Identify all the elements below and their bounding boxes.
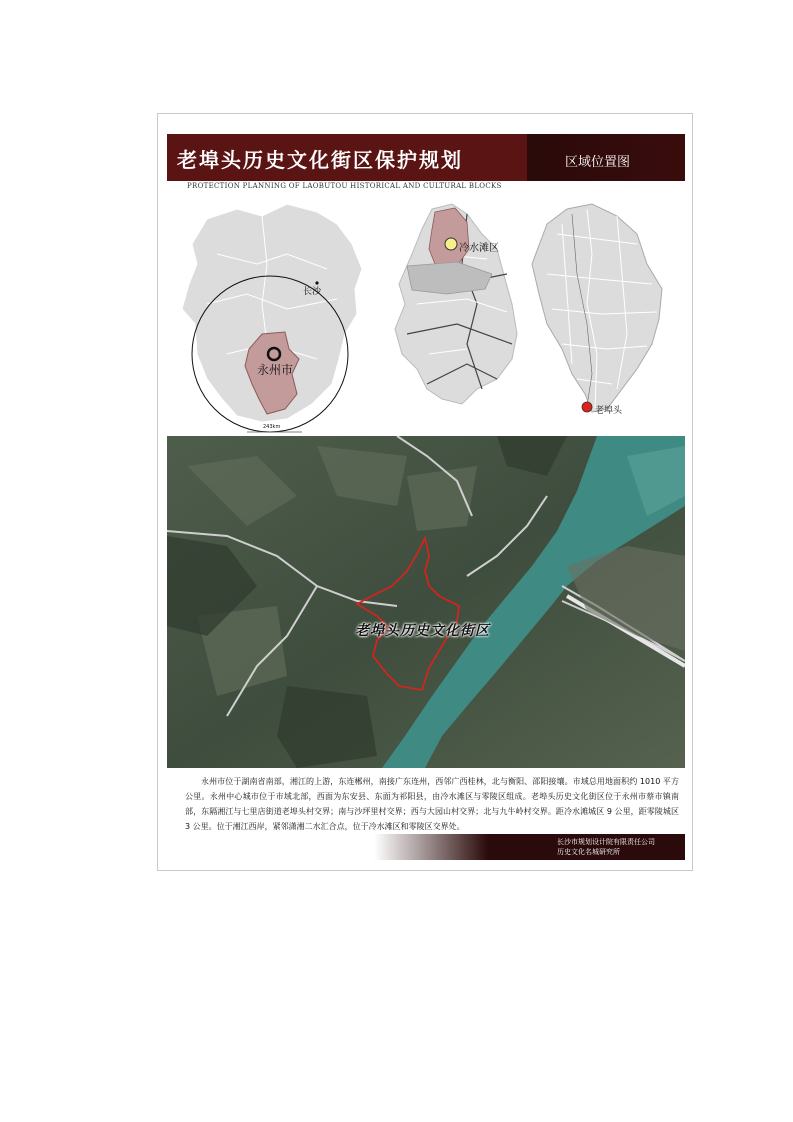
plan-board — [167, 134, 685, 860]
lengshuitan-label: 冷水滩区 — [459, 243, 499, 254]
description-text: 永州市位于湖南省南部，湘江的上游，东连郴州，南接广东连州，西邻广西桂林，北与衡阳、邵阳接壤。市域总用地面积约 1010 平方公里。永州中心城市位于市域北部，西面为东安县、东面为祁阳县，由冷水滩区与零陵区组成。老埠头历史文化街区位于永州市蔡市镇南部，东隔湘江与七里店街道老埠头村交界；南与沙坪里村交界；西与大园山村交界；北与九牛岭村交界。距冷水滩城区 9 公里，距零陵城区 3 公里。位于湘江西岸，紧邻潇湘二水汇合点，位于冷水滩区和零陵区交界处。 — [185, 777, 679, 831]
county-outline — [532, 204, 662, 412]
county-map — [532, 204, 662, 412]
laobutou-label: 老埠头 — [595, 406, 623, 416]
page-title: 老埠头历史文化街区保护规划 — [177, 148, 463, 172]
yongzhou-label: 永州市 — [257, 363, 294, 377]
english-subtitle: PROTECTION PLANNING OF LAOBUTOU HISTORICAL AND CULTURAL BLOCKS — [187, 182, 502, 190]
aerial-photo — [167, 436, 685, 768]
lengshuitan-marker — [445, 238, 457, 250]
footer-credits — [557, 837, 655, 857]
scale-label: 243km — [263, 424, 281, 430]
footer-company: 长沙市规划设计院有限责任公司 — [557, 838, 655, 846]
section-title: 区域位置图 — [565, 155, 631, 170]
laobutou-marker — [582, 402, 592, 412]
province-map — [182, 204, 362, 432]
location-maps — [167, 194, 685, 434]
block-label: 老埠头历史文化街区 — [355, 623, 490, 639]
footer-institute: 历史文化名城研究所 — [557, 848, 620, 856]
changsha-label: 长沙 — [303, 287, 322, 297]
city-map — [395, 204, 517, 404]
